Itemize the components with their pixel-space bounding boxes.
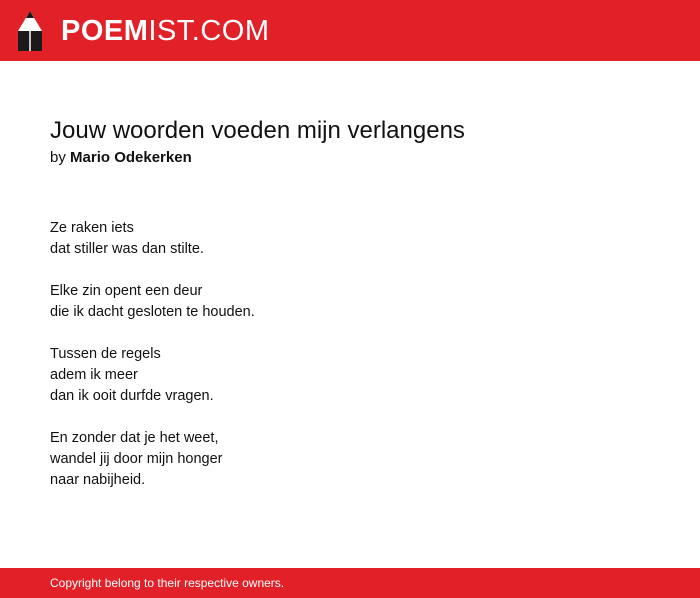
- site-header: [0, 0, 700, 61]
- poem-title: Jouw woorden voeden mijn verlangens: [50, 117, 465, 144]
- poem-line: naar nabijheid.: [50, 472, 146, 488]
- poem-stanza: [50, 218, 650, 260]
- poem-line: die ik dacht gesloten te houden.: [50, 304, 255, 320]
- site-footer: [0, 568, 700, 598]
- poem-stanza: [50, 281, 650, 323]
- poem-line: Elke zin opent een deur: [50, 283, 203, 299]
- pencil-tip-icon: [17, 10, 43, 52]
- poem-author: Mario Odekerken: [70, 149, 192, 166]
- site-logo-text: [61, 10, 270, 52]
- poem-line: Ze raken iets: [50, 220, 134, 236]
- poem-body: [50, 218, 650, 491]
- site-logo-link[interactable]: [17, 10, 270, 52]
- copyright-notice: Copyright belong to their respective owners.: [50, 576, 285, 590]
- logo-text-bold: POEM: [61, 15, 149, 47]
- logo-text-light: IST.COM: [148, 15, 270, 47]
- poem-line: dan ik ooit durfde vragen.: [50, 388, 214, 404]
- poem-content: [50, 116, 650, 512]
- poem-stanza: [50, 344, 650, 407]
- poem-line: adem ik meer: [50, 367, 138, 383]
- poem-line: En zonder dat je het weet,: [50, 430, 219, 446]
- poem-line: wandel jij door mijn honger: [50, 451, 223, 467]
- poem-line: Tussen de regels: [50, 346, 161, 362]
- poem-byline: [50, 148, 650, 168]
- by-label: by: [50, 149, 66, 166]
- poem-stanza: [50, 428, 650, 491]
- poem-line: dat stiller was dan stilte.: [50, 241, 204, 257]
